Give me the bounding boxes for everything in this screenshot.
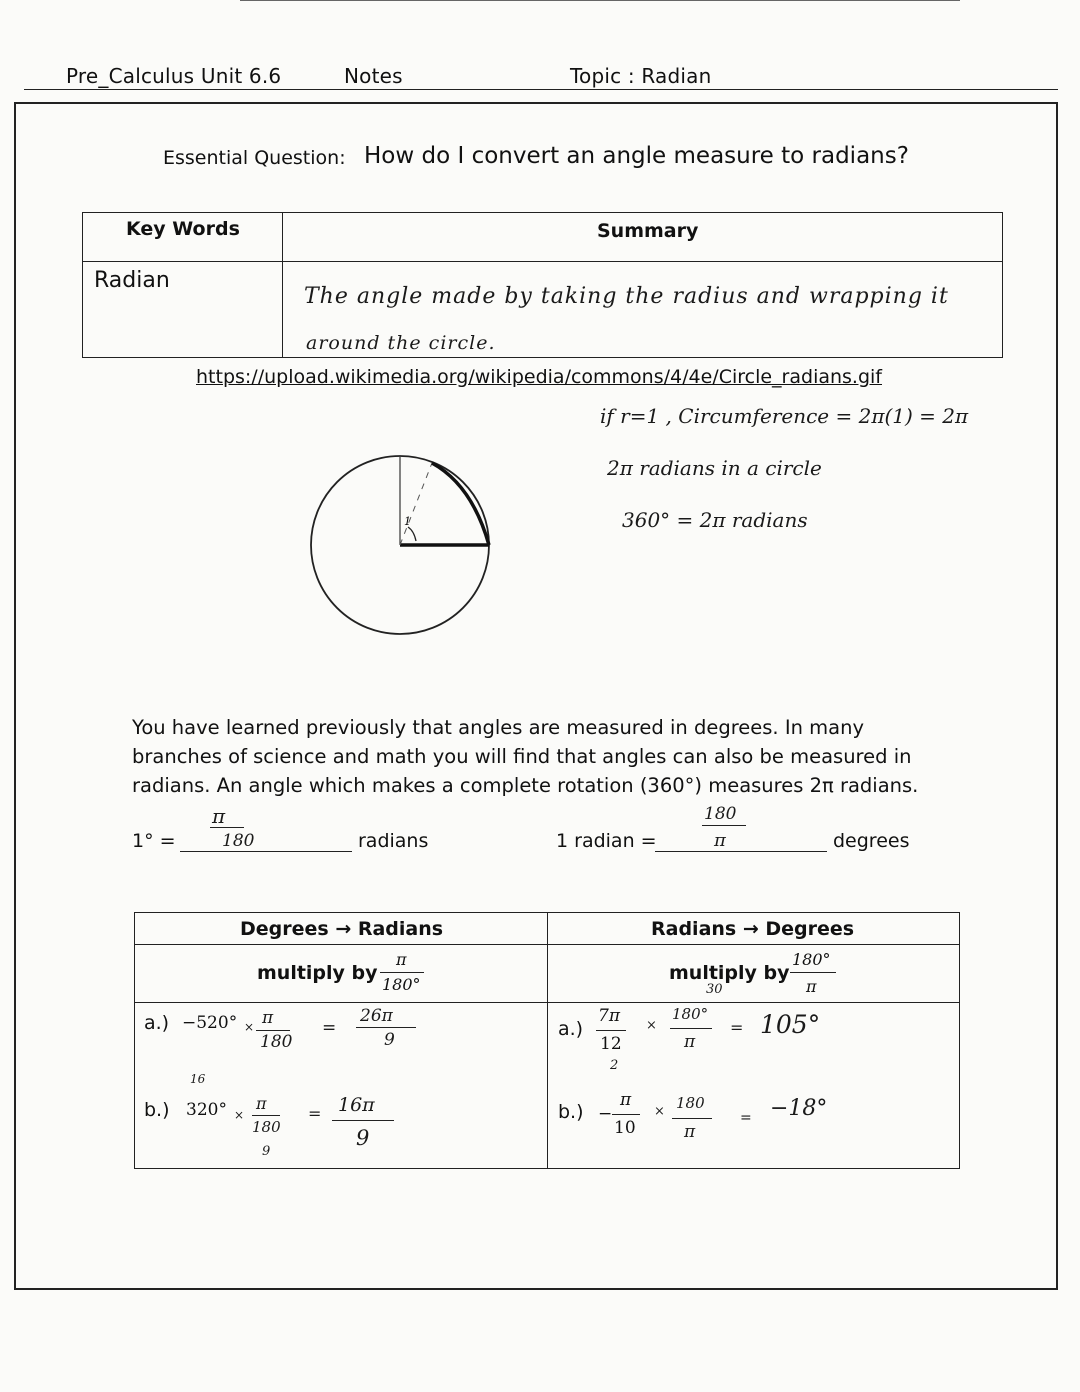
degree-to-radian-denominator: 180 bbox=[222, 831, 255, 851]
right-rule-scratch: 30 bbox=[706, 982, 723, 997]
key-word-radian: Radian bbox=[94, 268, 170, 293]
summary-line-2: around the circle. bbox=[306, 332, 496, 354]
conversion-table-rule bbox=[134, 944, 960, 945]
scan-top-edge bbox=[240, 0, 960, 1]
fraction-bar bbox=[612, 1114, 640, 1115]
fraction-bar bbox=[210, 827, 244, 828]
left-b-scratch: 16 bbox=[190, 1072, 206, 1086]
header-rule bbox=[24, 89, 1058, 90]
right-rule-denominator: π bbox=[806, 977, 817, 996]
right-a-numerator: 7π bbox=[598, 1006, 620, 1026]
fraction-bar bbox=[332, 1120, 394, 1121]
right-b-negative: − bbox=[598, 1104, 613, 1124]
left-b-work-numerator: π bbox=[256, 1094, 267, 1113]
left-a-value: −520° bbox=[182, 1013, 238, 1033]
note-radians-in-circle: 2π radians in a circle bbox=[607, 456, 822, 480]
right-b-denominator: 10 bbox=[614, 1118, 636, 1138]
topic-title: Topic : Radian bbox=[570, 64, 712, 88]
answer-blank bbox=[655, 851, 827, 852]
left-a-work-denominator: 180 bbox=[260, 1032, 293, 1052]
right-a-work-denominator: π bbox=[684, 1032, 696, 1052]
right-a-work-numerator: 180° bbox=[672, 1005, 709, 1023]
right-a-denominator: 12 bbox=[600, 1034, 622, 1054]
right-b-equals: = bbox=[740, 1110, 752, 1126]
left-rule-denominator: 180° bbox=[382, 975, 421, 994]
radians-to-degrees-header: Radians → Degrees bbox=[651, 918, 855, 940]
fraction-bar bbox=[790, 972, 836, 973]
fraction-bar bbox=[670, 1028, 712, 1029]
right-a-result: 105° bbox=[760, 1010, 821, 1039]
fraction-bar bbox=[252, 1115, 280, 1116]
right-b-result: −18° bbox=[770, 1096, 828, 1121]
right-multiply-label: multiply by bbox=[669, 962, 790, 984]
left-rule-numerator: π bbox=[396, 950, 407, 969]
right-a-equals: = bbox=[730, 1018, 744, 1037]
angle-arc bbox=[408, 527, 416, 541]
angle-mark: 1 bbox=[404, 515, 411, 528]
note-circumference: if r=1 , Circumference = 2π(1) = 2π bbox=[600, 404, 969, 428]
fraction-bar bbox=[356, 1027, 416, 1028]
key-words-header-rule bbox=[82, 261, 1003, 262]
right-b-work-numerator: 180 bbox=[676, 1094, 705, 1112]
left-a-label: a.) bbox=[144, 1012, 170, 1034]
fraction-bar bbox=[702, 825, 746, 826]
degree-to-radian-numerator: π bbox=[212, 804, 226, 828]
left-a-equals: = bbox=[322, 1018, 337, 1038]
degree-to-radian-label: 1° = bbox=[132, 830, 176, 852]
degrees-to-radians-header: Degrees → Radians bbox=[240, 918, 444, 940]
fraction-bar bbox=[672, 1118, 712, 1119]
right-a-sub: 2 bbox=[610, 1058, 619, 1073]
conversion-table-rule bbox=[134, 1002, 960, 1003]
fraction-bar bbox=[380, 972, 424, 973]
left-b-work-denominator: 180 bbox=[252, 1118, 281, 1136]
reference-link[interactable]: https://upload.wikimedia.org/wikipedia/commons/4/4e/Circle_radians.gif bbox=[196, 366, 882, 388]
radian-to-degree-denominator: π bbox=[714, 830, 726, 851]
fraction-bar bbox=[596, 1030, 626, 1031]
summary-line-1: The angle made by taking the radius and wrapping it bbox=[304, 284, 949, 309]
left-a-result-numerator: 26π bbox=[360, 1006, 393, 1026]
answer-blank bbox=[180, 851, 352, 852]
essential-question-label: Essential Question: bbox=[163, 147, 346, 169]
right-rule-numerator: 180° bbox=[792, 950, 831, 969]
left-b-equals: = bbox=[308, 1104, 322, 1123]
degrees-unit: degrees bbox=[833, 830, 910, 852]
left-a-result-denominator: 9 bbox=[384, 1030, 395, 1050]
summary-header: Summary bbox=[597, 220, 699, 242]
radian-to-degree-numerator: 180 bbox=[704, 804, 737, 824]
left-a-work-numerator: π bbox=[262, 1008, 274, 1028]
right-b-label: b.) bbox=[558, 1101, 584, 1123]
intro-paragraph: You have learned previously that angles are measured in degrees. In many branches of science and math you will find that angles can also be measured in radians. An angle which makes a complete rotation (360°) measures 2π radians. bbox=[132, 716, 919, 797]
radian-circle-diagram bbox=[300, 445, 500, 645]
left-b-value: 320° bbox=[186, 1100, 227, 1120]
radian-to-degree-label: 1 radian = bbox=[556, 830, 657, 852]
right-b-numerator: π bbox=[620, 1090, 632, 1110]
fraction-bar bbox=[256, 1030, 290, 1031]
right-a-label: a.) bbox=[558, 1018, 584, 1040]
key-words-divider bbox=[282, 212, 283, 358]
dashed-radius bbox=[400, 463, 432, 545]
left-b-result-numerator: 16π bbox=[338, 1094, 375, 1116]
doc-type: Notes bbox=[344, 64, 403, 88]
left-b-label: b.) bbox=[144, 1099, 170, 1121]
radians-unit: radians bbox=[358, 830, 429, 852]
course-title: Pre_Calculus Unit 6.6 bbox=[66, 64, 282, 88]
essential-question-text: How do I convert an angle measure to radians? bbox=[364, 143, 909, 169]
left-multiply-label: multiply by bbox=[257, 962, 378, 984]
conversion-table-divider bbox=[547, 912, 548, 1169]
left-b-result-denominator: 9 bbox=[356, 1126, 370, 1150]
note-360-equals: 360° = 2π radians bbox=[622, 508, 808, 532]
key-words-header: Key Words bbox=[126, 218, 240, 240]
arc-length bbox=[432, 463, 489, 545]
right-b-work-denominator: π bbox=[684, 1122, 696, 1142]
left-b-work-sub: 9 bbox=[262, 1144, 271, 1159]
